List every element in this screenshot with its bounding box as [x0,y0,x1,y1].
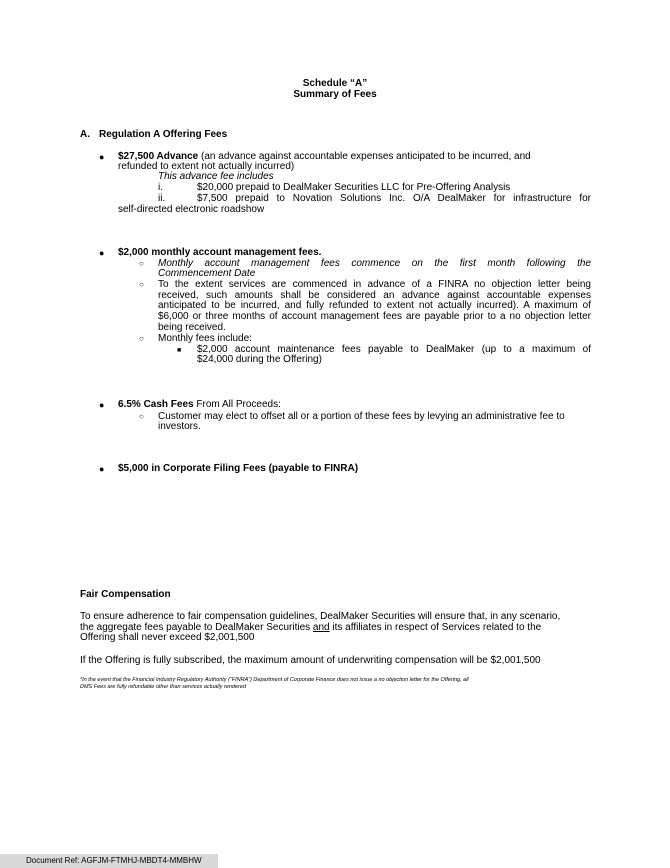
circle-bullet-icon: ○ [139,412,144,421]
section-letter: A. [80,129,90,140]
fair-compensation-heading: Fair Compensation [80,589,171,600]
sub-item-i-text: $20,000 prepaid to DealMaker Securities LLC for Pre-Offering Analysis [197,182,511,193]
bullet-icon: ● [99,464,105,474]
circle-bullet-icon: ○ [139,280,144,289]
section-heading: Regulation A Offering Fees [99,129,228,140]
advance-italic-note: This advance fee includes [158,171,274,182]
monthly-item-1-line-1: Monthly account management fees commence on the first month following the [158,258,591,269]
cash-item-line-2: investors. [158,421,201,432]
square-bullet-icon: ■ [177,347,182,354]
sub-item-i-number: i. [158,182,163,193]
bullet-icon: ● [99,400,105,410]
monthly-sub-line-2: $24,000 during the Offering) [197,354,322,365]
advance-bold: $27,500 Advance [118,151,199,162]
schedule-title: Schedule “A” [302,78,368,89]
advance-line-2: refunded to extent not actually incurred) [118,161,295,172]
footnote-line-1: *In the event that the Financial Industry Regulatory Authority (“FINRA”) Department of Corporate Finance does not issue a no objection letter for the Offering, all [80,677,469,683]
circle-bullet-icon: ○ [139,259,144,268]
summary-title: Summary of Fees [293,89,377,100]
fair-comp-p1-line-2a: the aggregate fees payable to DealMaker Securities [80,622,313,633]
monthly-item-1-line-2: Commencement Date [158,268,256,279]
footnote-line-2: DMS Fees are fully refundable other than services actually rendered [80,684,247,690]
fair-comp-p1-line-1: To ensure adherence to fair compensation guidelines, DealMaker Securities will ensure that, in any scenario, [80,611,561,622]
filing-bold: $5,000 in Corporate Filing Fees (payable to FINRA) [118,463,359,474]
monthly-item-2-line-1: To the extent services are commenced in advance of a FINRA no objection letter being [158,279,591,290]
document-ref: Document Ref: AGFJM-FTMHJ-MBDT4-MMBHW [0,854,218,868]
cash-bold: 6.5% Cash Fees [118,399,194,410]
fair-comp-and-underlined: and [312,622,330,633]
monthly-item-3: Monthly fees include: [158,333,252,344]
advance-text-1: (an advance against accountable expenses anticipated to be incurred, and [198,151,531,162]
monthly-item-2-line-4: $6,000 or three months of account management fees are payable prior to a no objection letter [158,311,591,322]
cash-item-line-1: Customer may elect to offset all or a portion of these fees by levying an administrative fee to [158,411,565,422]
bullet-icon: ● [99,152,105,162]
sub-item-ii-continuation: self-directed electronic roadshow [118,204,265,215]
monthly-item-2-line-5: being received. [158,322,226,333]
monthly-item-2-line-2: received, such amounts shall be considered an advance against accountable expenses [158,290,591,301]
monthly-bold: $2,000 monthly account management fees. [118,247,322,258]
fair-comp-p1-line-3: Offering shall never exceed $2,001,500 [80,632,255,643]
bullet-icon: ● [99,248,105,258]
sub-item-ii-number: ii. [158,193,166,204]
monthly-item-2-line-3: anticipated to be incurred, and fully refunded to extent not actually incurred). A maximum of [158,300,591,311]
fair-comp-p2: If the Offering is fully subscribed, the maximum amount of underwriting compensation will be $2,001,500 [80,655,541,666]
cash-text: From All Proceeds: [193,399,281,410]
fair-comp-p1-line-2b: its affiliates in respect of Services related to the [329,622,542,633]
sub-item-ii-text: $7,500 prepaid to Novation Solutions Inc. O/A DealMaker for infrastructure for [197,193,591,204]
monthly-sub-line-1: $2,000 account maintenance fees payable to DealMaker (up to a maximum of [197,344,591,355]
circle-bullet-icon: ○ [139,334,144,343]
cash-line [118,400,281,411]
